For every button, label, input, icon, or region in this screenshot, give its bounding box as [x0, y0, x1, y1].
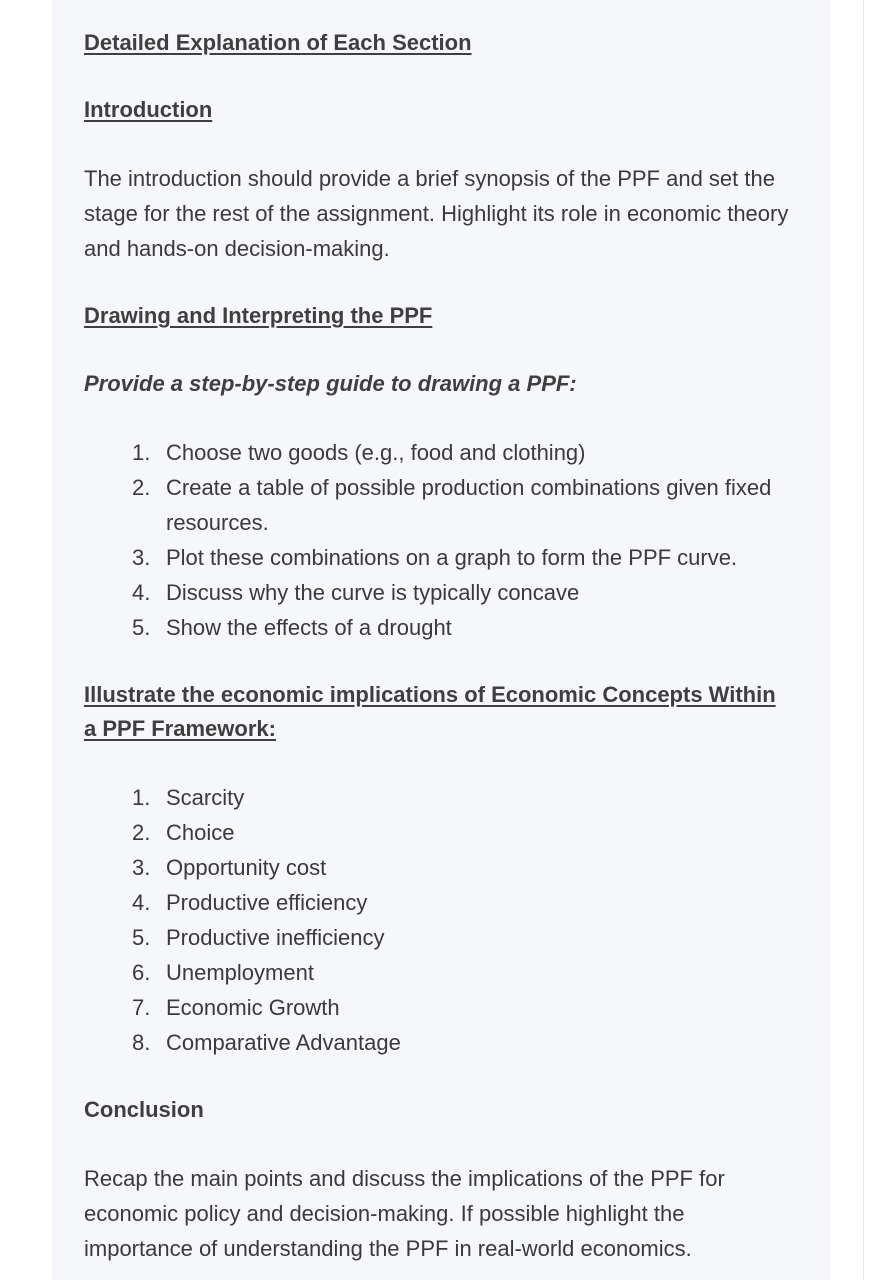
list-item-text: Show the effects of a drought: [166, 615, 452, 640]
page-edge-divider: [863, 0, 864, 1280]
list-number: 2.: [132, 820, 151, 845]
list-item: [84, 780, 806, 815]
list-number: 6.: [132, 960, 151, 985]
main-heading: Detailed Explanation of Each Section: [84, 30, 472, 55]
list-item-text: Scarcity: [166, 785, 245, 810]
list-item: [84, 920, 806, 955]
list-item-text: Plot these combinations on a graph to form the PPF curve.: [166, 545, 738, 570]
list-item: [84, 815, 806, 850]
list-item-text: Discuss why the curve is typically concave: [166, 580, 580, 605]
introduction-heading: Introduction: [84, 97, 213, 122]
list-number: 4.: [132, 580, 151, 605]
list-number: 1.: [132, 785, 151, 810]
conclusion-paragraph: Recap the main points and discuss the implications of the PPF for economic policy and decision-making. If possible highlight the importance of understanding the PPF in real-world economics.: [84, 1166, 725, 1261]
list-item-text: Economic Growth: [166, 995, 340, 1020]
list-item: [84, 540, 806, 575]
list-item-text: Opportunity cost: [166, 855, 327, 880]
introduction-paragraph: The introduction should provide a brief synopsis of the PPF and set the stage for the rest of the assignment. Highlight its role in economic theory and hands-on decision-making.: [84, 166, 789, 261]
list-item: [84, 575, 806, 610]
document-card: [52, 0, 830, 1280]
concepts-list: [84, 780, 830, 1060]
list-item: [84, 435, 806, 470]
drawing-heading: Drawing and Interpreting the PPF: [84, 303, 433, 328]
list-item: [84, 885, 806, 920]
list-number: 1.: [132, 440, 151, 465]
list-number: 5.: [132, 615, 151, 640]
list-item: [84, 470, 806, 540]
list-item: [84, 990, 806, 1025]
list-item-text: Unemployment: [166, 960, 314, 985]
list-item-text: Productive inefficiency: [166, 925, 385, 950]
list-number: 8.: [132, 1030, 151, 1055]
list-item: [84, 610, 806, 645]
concepts-heading: Illustrate the economic implications of Economic Concepts Within a PPF Framework:: [84, 682, 776, 741]
list-item: [84, 850, 806, 885]
drawing-steps-list: [84, 435, 830, 645]
list-number: 4.: [132, 890, 151, 915]
list-number: 3.: [132, 545, 151, 570]
list-item-text: Choose two goods (e.g., food and clothing): [166, 440, 586, 465]
list-number: 5.: [132, 925, 151, 950]
list-item: [84, 955, 806, 990]
list-item-text: Create a table of possible production combinations given fixed resources.: [166, 475, 772, 535]
list-number: 7.: [132, 995, 151, 1020]
list-number: 2.: [132, 475, 151, 500]
list-item-text: Comparative Advantage: [166, 1030, 401, 1055]
list-item-text: Productive efficiency: [166, 890, 368, 915]
list-item: [84, 1025, 806, 1060]
drawing-subheading: Provide a step-by-step guide to drawing a PPF:: [84, 371, 577, 396]
list-number: 3.: [132, 855, 151, 880]
list-item-text: Choice: [166, 820, 235, 845]
conclusion-heading: Conclusion: [84, 1097, 204, 1122]
